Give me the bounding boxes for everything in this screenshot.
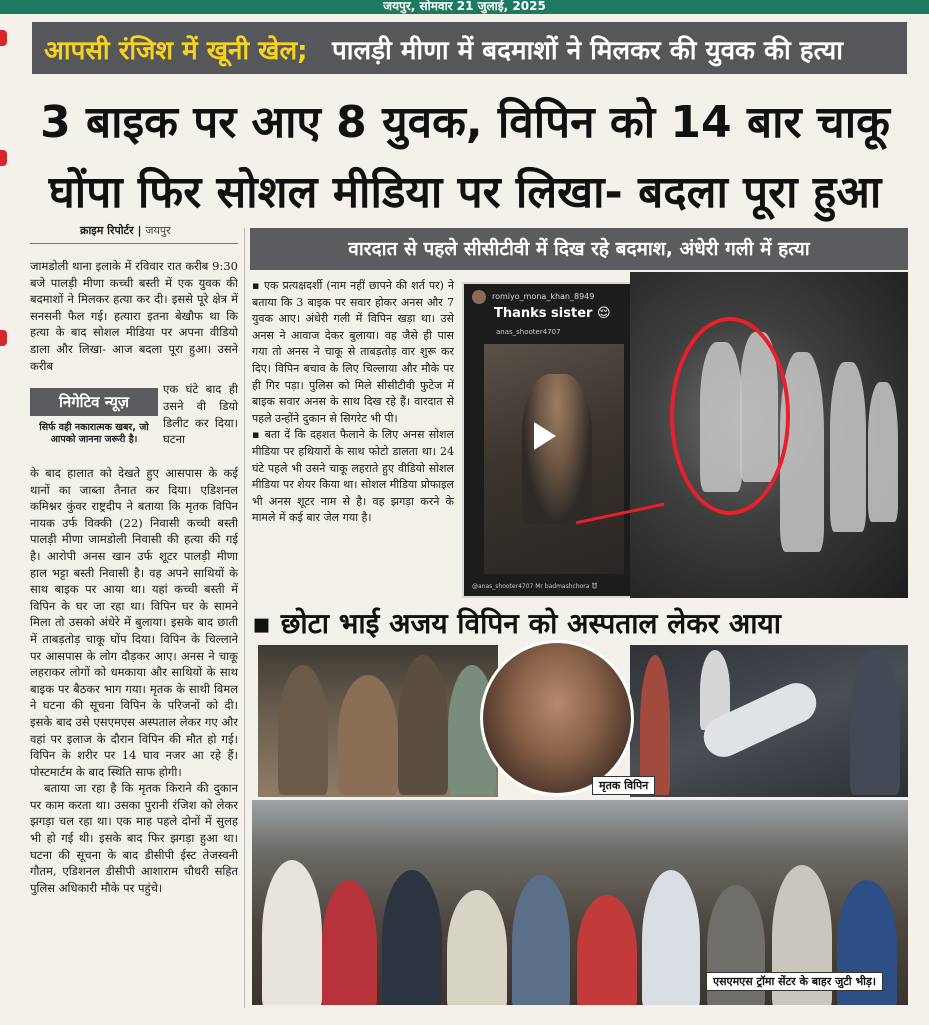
margin-marker	[0, 330, 7, 346]
person-figure	[640, 655, 670, 795]
instagram-caption: @anas_shooter4707 Mr badmashchora 😈	[472, 583, 598, 590]
negative-news-subtitle: सिर्फ वही नकारात्मक खबर, जो आपको जानना जरूरी है।	[39, 422, 149, 445]
person-figure	[278, 665, 328, 795]
kicker-text: पालड़ी मीणा में बदमाशों ने मिलकर की युवक की हत्या	[332, 36, 843, 66]
date-line: जयपुर, सोमवार 21 जुलाई, 2025	[383, 0, 546, 13]
profile-avatar	[472, 290, 486, 304]
story-paragraph-1: जामडोली थाना इलाके में रविवार रात करीब 9:30 बजे पालड़ी मीणा कच्ची बस्ती में एक युवक की बदमाशों ने मिलकर हत्या कर दी। इससे पूरे क्षेत्र में सनसनी फैल गई। हत्यारा इतना बेखौफ था कि हत्या के बाद सोशल मीडिया पर अपना वीडियो डाला और लिखा- आज बदला पूरा हुआ। उसने करीब	[30, 259, 238, 373]
family-grief-photo	[258, 645, 498, 797]
headline-line-2: घोंपा फिर सोशल मीडिया पर लिखा- बदला पूरा हुआ	[48, 167, 882, 218]
kicker-highlight: आपसी रंजिश में खूनी खेल;	[44, 36, 308, 66]
byline-separator: |	[137, 224, 142, 237]
cctv-bullet-2: ▪ बता दें कि दहशत फैलाने के लिए अनस सोशल मीडिया पर हथियारों के साथ फोटो डालता था। 24 घंटे पहले भी उसने चाकू लहराते हुए वीडियो सोशल मीडिया पर शेयर किया था। सोशल मीडिया प्रोफाइल भी अनस शूटर नाम से है। वह झगड़ा करने के मामले में कई बार जेल गया है।	[252, 428, 454, 525]
hospital-heading: ▪ छोटा भाई अजय विपिन को अस्पताल लेकर आया	[252, 607, 782, 640]
byline-divider	[30, 243, 238, 244]
instagram-story-screenshot	[462, 282, 634, 598]
person-figure	[642, 870, 700, 1005]
cctv-figure	[868, 382, 898, 522]
margin-marker	[0, 30, 7, 46]
byline-city: जयपुर	[145, 224, 171, 237]
top-date-bar	[0, 0, 929, 14]
person-figure	[398, 655, 448, 795]
cctv-subheading: वारदात से पहले सीसीटीवी में दिख रहे बदमाश, अंधेरी गली में हत्या	[250, 228, 908, 270]
story-paragraph-1-side: एक घंटे बाद ही उसने वी डियो डिलीट कर दिया। घटना	[163, 382, 238, 447]
person-figure	[382, 870, 442, 1005]
person-figure	[512, 875, 570, 1005]
margin-marker	[0, 150, 7, 166]
kicker-bar	[32, 22, 907, 74]
person-figure	[262, 860, 322, 1005]
story-body	[30, 465, 238, 1010]
column-divider	[244, 228, 245, 1008]
negative-news-box	[30, 388, 158, 458]
cctv-footage-photo	[630, 272, 908, 598]
play-icon	[534, 422, 556, 450]
instagram-tag: anas_shooter4707	[496, 328, 561, 336]
instagram-handle: romiyo_mona_khan_8949	[492, 292, 595, 301]
victim-portrait	[480, 640, 634, 796]
crowd-caption: एसएमएस ट्रॉमा सेंटर के बाहर जुटी भीड़।	[706, 972, 883, 991]
cctv-figure	[780, 352, 824, 552]
accused-figure	[522, 374, 592, 524]
byline	[80, 223, 171, 238]
story-paragraph-2: के बाद हालात को देखते हुए आसपास के कई थानों का जाब्ता तैनात कर दिया। एडिशनल कमिश्नर कुंवर राष्ट्रदीप ने बताया कि मृतक विपिन नायक उर्फ विक्की (22) निवासी कच्ची बस्ती पालड़ी मीणा जामडोली निवासी की हत्या की गई है। आरोपी अनस खान उर्फ शूटर पालड़ी मीणा हाल भट्टा बस्ती निवासी है। वह अपने साथियों के साथ बाइक पर आया था। यहां कच्ची बस्ती में विपिन के घर जा रहा था। विपिन घर के सामने मिला तो उसको अंधेरे में बुलाया। इसके बाद छाती में ताबड़तोड़ चाकू घोंप दिया। विपिन के चिल्लाने पर आसपास के लोग दौड़कर आए। अनस ने चाकू लहराकर लोगों को धमकाया और साथियों के साथ बाइक पर बैठकर भाग गया। मृतक के साथी विमल ने घटना की सूचना विपिन के परिजनों को दी। इसके बाद उसे एसएमएस अस्पताल लेकर गए और वहां पर इलाज के दौरान विपिन की मौत हो गई। विपिन के शरीर पर 14 घाव नजर आ रहे हैं। पोस्टमार्टम के बाद स्थिति साफ होगी।	[30, 466, 238, 779]
person-figure	[577, 895, 637, 1005]
portrait-label: मृतक विपिन	[592, 776, 655, 795]
person-figure	[322, 880, 377, 1005]
cctv-figure	[830, 362, 866, 532]
headline-line-1: 3 बाइक पर आए 8 युवक, विपिन को 14 बार चाकू	[40, 97, 890, 148]
cctv-text-column	[252, 278, 454, 598]
instagram-story-text: Thanks sister 😌	[494, 306, 611, 321]
negative-news-title: निगेटिव न्यूज़	[30, 388, 158, 416]
story-paragraph-3: बताया जा रहा है कि मृतक किराने की दुकान पर काम करता था। उसका पुरानी रंजिश को लेकर झगड़ा चल रहा था। एक माह पहले दोनों में सुलह भी हो गई थी। इसके बाद फिर झगड़ा हुआ था। घटना की सूचना के बाद डीसीपी ईस्ट तेजस्वनी गौतम, एडिशनल डीसीपी आशाराम चौधरी सहित पुलिस अधिकारी मौके पर पहुंचे।	[30, 781, 238, 895]
person-figure	[447, 890, 507, 1005]
person-figure	[850, 650, 900, 795]
person-figure	[338, 675, 398, 795]
byline-reporter: क्राइम रिपोर्टर	[80, 224, 134, 237]
cctv-bullet-1: ▪ एक प्रत्यक्षदर्शी (नाम नहीं छापने की शर्त पर) ने बताया कि 3 बाइक पर सवार होकर अनस और 7 युवक आए। अंधेरी गली में विपिन खड़ा था। उसे अनस ने आवाज देकर बुलाया। वह जैसे ही पास गया तो अनस ने चाकू से ताबड़तोड़ वार शुरू कर दिए। विपिन बचाव के लिए चिल्लाया और मौके पर ही गिर पड़ा। पुलिस को मिले सीसीटीवी फुटेज में बाइक सवार अनस के साथ दिख रहे हैं। वारदात से पहले उन्होंने दुकान से सिगरेट भी पी।	[252, 279, 454, 425]
highlight-circle	[670, 317, 790, 515]
